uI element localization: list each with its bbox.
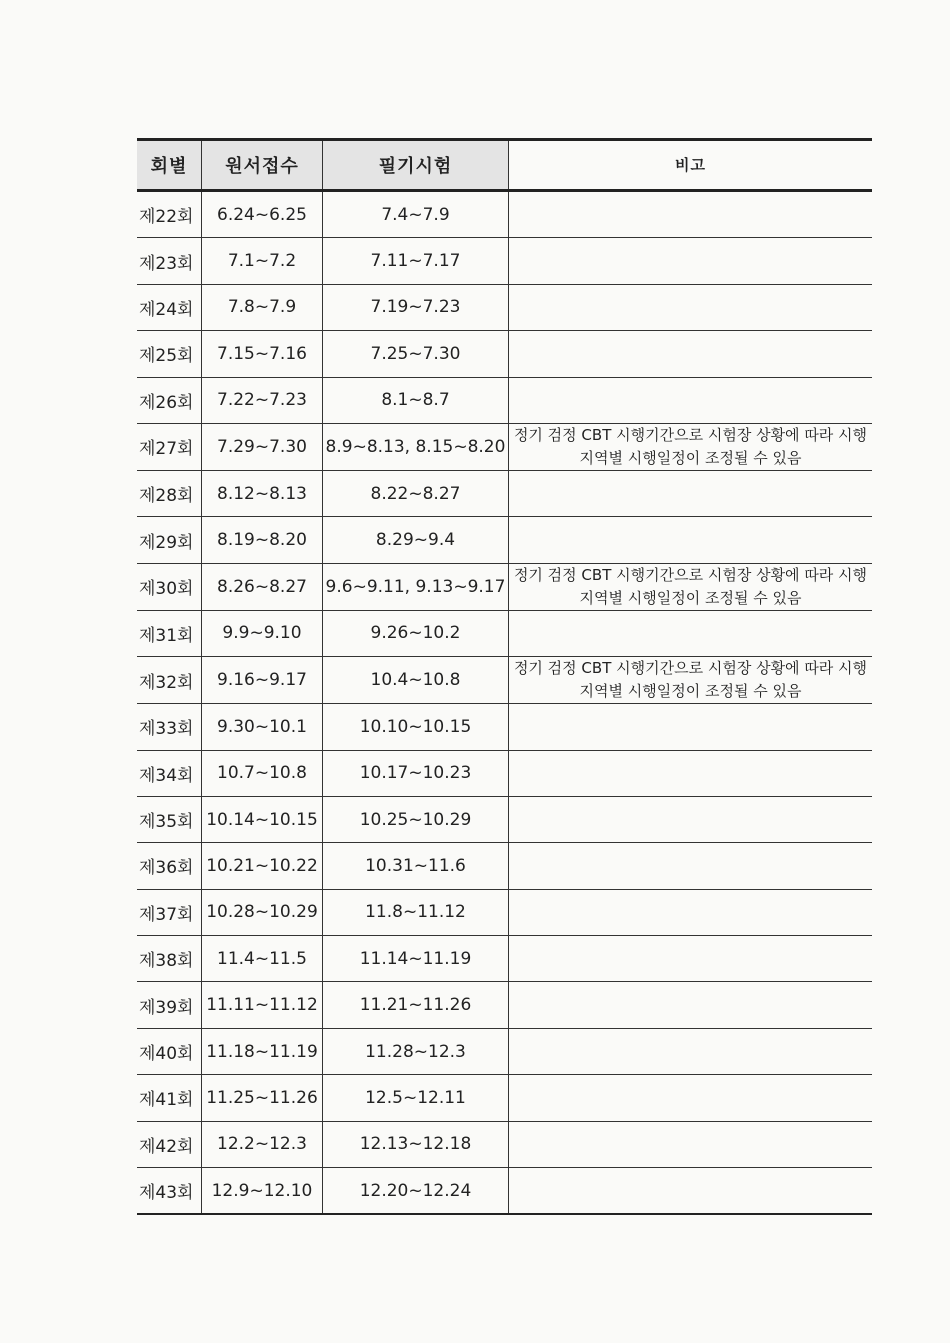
written-test-cell: 12.13~12.18 (323, 1121, 509, 1167)
header-remarks: 비고 (509, 140, 873, 191)
table-row (137, 331, 872, 377)
application-cell: 8.26~8.27 (202, 563, 323, 610)
remarks-cell (509, 610, 873, 656)
written-test-cell: 8.22~8.27 (323, 470, 509, 516)
application-cell: 11.25~11.26 (202, 1075, 323, 1121)
application-cell: 7.29~7.30 (202, 423, 323, 470)
round-cell: 제43회 (137, 1168, 202, 1215)
round-cell: 제28회 (137, 470, 202, 516)
application-cell: 11.4~11.5 (202, 936, 323, 982)
remarks-cell (509, 331, 873, 377)
table-row (137, 1168, 872, 1215)
application-cell: 12.9~12.10 (202, 1168, 323, 1215)
remarks-cell (509, 284, 873, 330)
table-row (137, 1028, 872, 1074)
round-cell: 제30회 (137, 563, 202, 610)
written-test-cell: 9.26~10.2 (323, 610, 509, 656)
written-test-cell: 11.14~11.19 (323, 936, 509, 982)
table-row (137, 704, 872, 750)
exam-schedule-table (137, 138, 872, 1215)
remarks-cell (509, 1168, 873, 1215)
written-test-cell: 7.11~7.17 (323, 238, 509, 284)
table-row (137, 563, 872, 610)
remarks-cell (509, 982, 873, 1028)
written-test-cell: 10.31~11.6 (323, 843, 509, 889)
round-cell: 제34회 (137, 750, 202, 796)
round-cell: 제36회 (137, 843, 202, 889)
remarks-cell (509, 470, 873, 516)
round-cell: 제25회 (137, 331, 202, 377)
round-cell: 제29회 (137, 517, 202, 563)
remarks-cell (509, 843, 873, 889)
table-body (137, 191, 872, 1215)
written-test-cell: 10.17~10.23 (323, 750, 509, 796)
table-row (137, 1075, 872, 1121)
application-cell: 10.28~10.29 (202, 889, 323, 935)
table-row (137, 517, 872, 563)
application-cell: 7.15~7.16 (202, 331, 323, 377)
written-test-cell: 10.25~10.29 (323, 796, 509, 842)
remarks-cell (509, 238, 873, 284)
remarks-cell: 정기 검정 CBT 시행기간으로 시험장 상황에 따라 시행지역별 시행일정이 조정될 수 있음 (509, 657, 873, 704)
written-test-cell: 11.21~11.26 (323, 982, 509, 1028)
application-cell: 11.11~11.12 (202, 982, 323, 1028)
remarks-cell (509, 1028, 873, 1074)
application-cell: 9.30~10.1 (202, 704, 323, 750)
table-row (137, 1121, 872, 1167)
round-cell: 제41회 (137, 1075, 202, 1121)
application-cell: 11.18~11.19 (202, 1028, 323, 1074)
table-row (137, 238, 872, 284)
table-row (137, 750, 872, 796)
remarks-cell: 정기 검정 CBT 시행기간으로 시험장 상황에 따라 시행지역별 시행일정이 조정될 수 있음 (509, 563, 873, 610)
table-row (137, 377, 872, 423)
application-cell: 12.2~12.3 (202, 1121, 323, 1167)
round-cell: 제37회 (137, 889, 202, 935)
application-cell: 7.22~7.23 (202, 377, 323, 423)
application-cell: 10.14~10.15 (202, 796, 323, 842)
round-cell: 제40회 (137, 1028, 202, 1074)
table-row (137, 610, 872, 656)
table-row (137, 982, 872, 1028)
schedule-table-container (137, 138, 868, 1215)
remarks-cell (509, 750, 873, 796)
written-test-cell: 10.4~10.8 (323, 657, 509, 704)
written-test-cell: 12.5~12.11 (323, 1075, 509, 1121)
application-cell: 9.9~9.10 (202, 610, 323, 656)
application-cell: 10.21~10.22 (202, 843, 323, 889)
round-cell: 제32회 (137, 657, 202, 704)
remarks-cell (509, 704, 873, 750)
table-row (137, 191, 872, 238)
round-cell: 제38회 (137, 936, 202, 982)
round-cell: 제39회 (137, 982, 202, 1028)
written-test-cell: 12.20~12.24 (323, 1168, 509, 1215)
round-cell: 제23회 (137, 238, 202, 284)
written-test-cell: 11.8~11.12 (323, 889, 509, 935)
round-cell: 제24회 (137, 284, 202, 330)
written-test-cell: 8.29~9.4 (323, 517, 509, 563)
round-cell: 제33회 (137, 704, 202, 750)
remarks-cell (509, 889, 873, 935)
header-round: 회별 (137, 140, 202, 191)
table-header-row (137, 140, 872, 191)
application-cell: 7.1~7.2 (202, 238, 323, 284)
remarks-cell (509, 191, 873, 238)
written-test-cell: 9.6~9.11, 9.13~9.17 (323, 563, 509, 610)
written-test-cell: 7.25~7.30 (323, 331, 509, 377)
application-cell: 10.7~10.8 (202, 750, 323, 796)
written-test-cell: 7.4~7.9 (323, 191, 509, 238)
written-test-cell: 8.1~8.7 (323, 377, 509, 423)
table-row (137, 657, 872, 704)
round-cell: 제27회 (137, 423, 202, 470)
application-cell: 8.19~8.20 (202, 517, 323, 563)
remarks-cell (509, 1075, 873, 1121)
round-cell: 제31회 (137, 610, 202, 656)
table-row (137, 843, 872, 889)
table-row (137, 470, 872, 516)
written-test-cell: 10.10~10.15 (323, 704, 509, 750)
remarks-cell (509, 517, 873, 563)
table-row (137, 796, 872, 842)
table-row (137, 284, 872, 330)
remarks-cell (509, 796, 873, 842)
header-application: 원서접수 (202, 140, 323, 191)
table-row (137, 889, 872, 935)
application-cell: 9.16~9.17 (202, 657, 323, 704)
header-written-test: 필기시험 (323, 140, 509, 191)
application-cell: 7.8~7.9 (202, 284, 323, 330)
round-cell: 제22회 (137, 191, 202, 238)
written-test-cell: 8.9~8.13, 8.15~8.20 (323, 423, 509, 470)
table-row (137, 936, 872, 982)
round-cell: 제26회 (137, 377, 202, 423)
application-cell: 6.24~6.25 (202, 191, 323, 238)
round-cell: 제42회 (137, 1121, 202, 1167)
remarks-cell: 정기 검정 CBT 시행기간으로 시험장 상황에 따라 시행지역별 시행일정이 조정될 수 있음 (509, 423, 873, 470)
remarks-cell (509, 377, 873, 423)
round-cell: 제35회 (137, 796, 202, 842)
written-test-cell: 11.28~12.3 (323, 1028, 509, 1074)
remarks-cell (509, 936, 873, 982)
written-test-cell: 7.19~7.23 (323, 284, 509, 330)
remarks-cell (509, 1121, 873, 1167)
application-cell: 8.12~8.13 (202, 470, 323, 516)
table-row (137, 423, 872, 470)
